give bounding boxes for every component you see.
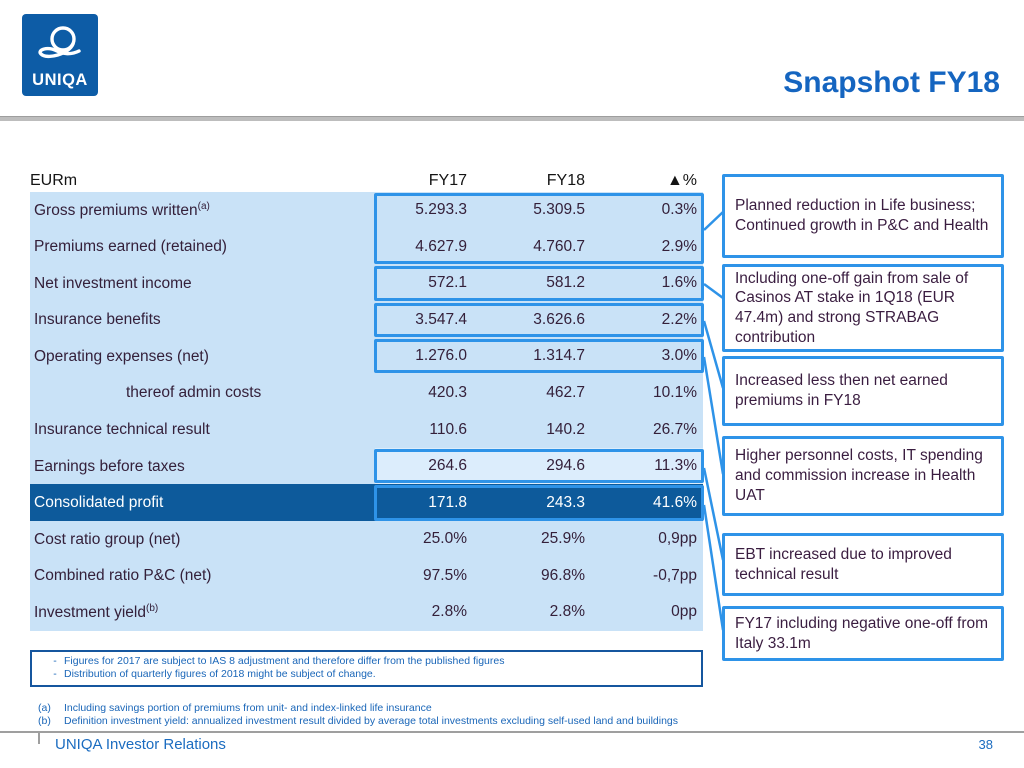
note-bullet: - (53, 668, 57, 680)
row-value-fy17: 1.276.0 (415, 347, 467, 365)
callout-box (722, 436, 1004, 516)
row-value-delta: 1.6% (661, 274, 697, 292)
footnote-key: (a) (38, 702, 51, 714)
table-header-unit: EURm (30, 172, 78, 189)
row-value-delta: 41.6% (653, 493, 697, 511)
note-box (30, 650, 703, 687)
note-text: Figures for 2017 are subject to IAS 8 adjustment and therefore differ from the published figures (64, 655, 505, 667)
row-value-fy17: 264.6 (428, 457, 467, 475)
row-value-fy17: 25.0% (423, 530, 467, 548)
footnotes (30, 702, 720, 727)
row-value-delta: 3.0% (661, 347, 697, 365)
table-row (30, 192, 703, 229)
row-value-fy18: 1.314.7 (533, 347, 585, 365)
row-value-fy17: 420.3 (428, 384, 467, 401)
footnote-text: Definition investment yield: annualized investment result divided by average total investments excluding self-used land and buildings (64, 714, 679, 727)
table-row (30, 375, 703, 412)
page-number: 38 (978, 737, 993, 752)
row-value-fy17: 2.8% (431, 603, 467, 621)
callout-text: EBT increased due to improved technical result (735, 545, 952, 583)
row-label: Net investment income (34, 274, 192, 292)
callout-text: Including one-off gain from sale of Casinos AT stake in 1Q18 (EUR 47.4m) and strong STRABAG contribution (735, 269, 969, 346)
table-row (30, 448, 703, 485)
row-value-fy18: 294.6 (546, 457, 585, 475)
callout-text: Higher personnel costs, IT spending and commission increase in Health UAT (735, 447, 983, 504)
table-row (30, 229, 703, 266)
callout-box (722, 606, 1004, 661)
row-label: Cost ratio group (net) (34, 530, 181, 548)
header-divider (0, 116, 1024, 121)
table-header-fy18: FY18 (546, 172, 585, 189)
row-label: Insurance benefits (34, 311, 161, 329)
table-row (30, 411, 703, 448)
row-value-fy17: 5.293.3 (415, 201, 467, 219)
row-value-fy17: 572.1 (428, 274, 467, 292)
footnote-line (30, 715, 720, 728)
row-value-delta: 11.3% (654, 457, 697, 475)
table-row (30, 557, 703, 594)
row-value-delta: 10.1% (653, 384, 697, 401)
table-row (30, 338, 703, 375)
row-value-fy18: 243.3 (546, 493, 585, 511)
table-header-fy17: FY17 (428, 172, 467, 189)
row-value-fy18: 25.9% (541, 530, 585, 548)
row-value-delta: 0pp (671, 603, 697, 621)
row-label: Earnings before taxes (34, 457, 185, 475)
footer-divider (0, 731, 1024, 733)
row-value-delta: -0,7pp (653, 566, 697, 584)
callout-box (722, 174, 1004, 258)
callout-box (722, 356, 1004, 426)
row-value-fy17: 3.547.4 (415, 310, 467, 328)
row-value-fy17: 4.627.9 (415, 237, 467, 255)
table-row (30, 594, 703, 631)
footer-tick (38, 731, 40, 744)
table-row (30, 302, 703, 339)
row-value-fy18: 3.626.6 (533, 310, 585, 328)
row-value-fy18: 581.2 (546, 274, 585, 292)
callout-text: FY17 including negative one-off from Italy 33.1m (735, 614, 989, 652)
table-row (30, 484, 703, 521)
row-footnote-marker: (a) (197, 200, 210, 212)
row-value-fy18: 5.309.5 (533, 201, 585, 219)
callout-box (722, 264, 1004, 352)
row-value-fy17: 171.8 (428, 493, 467, 511)
uniqa-logo-text: UNIQA (32, 71, 88, 89)
row-label: Investment yield$^{(b)}$ (34, 602, 159, 621)
row-label: Premiums earned (retained) (34, 238, 227, 256)
uniqa-logo (22, 14, 98, 96)
row-label: thereof admin costs (126, 384, 262, 402)
footnote-text: Including savings portion of premiums from unit- and index-linked life insurance (64, 702, 432, 714)
row-value-fy17: 110.6 (429, 420, 467, 438)
note-line (32, 655, 701, 668)
uniqa-swirl-icon (33, 23, 87, 69)
row-value-delta: 2.2% (661, 310, 697, 328)
table-body (30, 192, 703, 631)
footnote-line (30, 702, 720, 715)
footer-label: UNIQA Investor Relations (55, 736, 226, 753)
row-value-fy17: 97.5% (423, 566, 467, 584)
footnote-key: (b) (38, 714, 51, 727)
callout-box (722, 533, 1004, 596)
row-label: Operating expenses (net) (34, 348, 209, 366)
row-value-delta: 26.7% (653, 420, 697, 438)
row-value-fy18: 140.2 (546, 420, 585, 438)
table-row (30, 265, 703, 302)
row-value-delta: 2.9% (661, 237, 697, 255)
row-value-fy18: 462.7 (546, 384, 585, 401)
row-value-fy18: 96.8% (541, 566, 585, 584)
note-text: Distribution of quarterly figures of 2018 might be subject of change. (64, 668, 376, 680)
callout-text: Increased less then net earned premiums in FY18 (735, 372, 948, 409)
note-bullet: - (53, 655, 57, 667)
row-value-fy18: 2.8% (549, 603, 585, 621)
row-value-delta: 0.3% (661, 201, 697, 219)
callout-text: Planned reduction in Life business; Continued growth in P&C and Health (735, 197, 989, 234)
row-value-fy18: 4.760.7 (533, 237, 585, 255)
note-line (32, 668, 701, 681)
row-label: Gross premiums written$^{(a)}$ (34, 200, 210, 219)
table-header-delta: ▲% (666, 172, 697, 189)
table-row (30, 521, 703, 558)
row-label: Consolidated profit (34, 494, 164, 512)
row-label: Insurance technical result (34, 421, 210, 439)
row-footnote-marker: (b) (146, 602, 159, 614)
table-header (30, 163, 703, 195)
row-label: Combined ratio P&C (net) (34, 567, 212, 585)
page-title: Snapshot FY18 (783, 66, 1000, 99)
row-value-delta: 0,9pp (658, 530, 697, 548)
